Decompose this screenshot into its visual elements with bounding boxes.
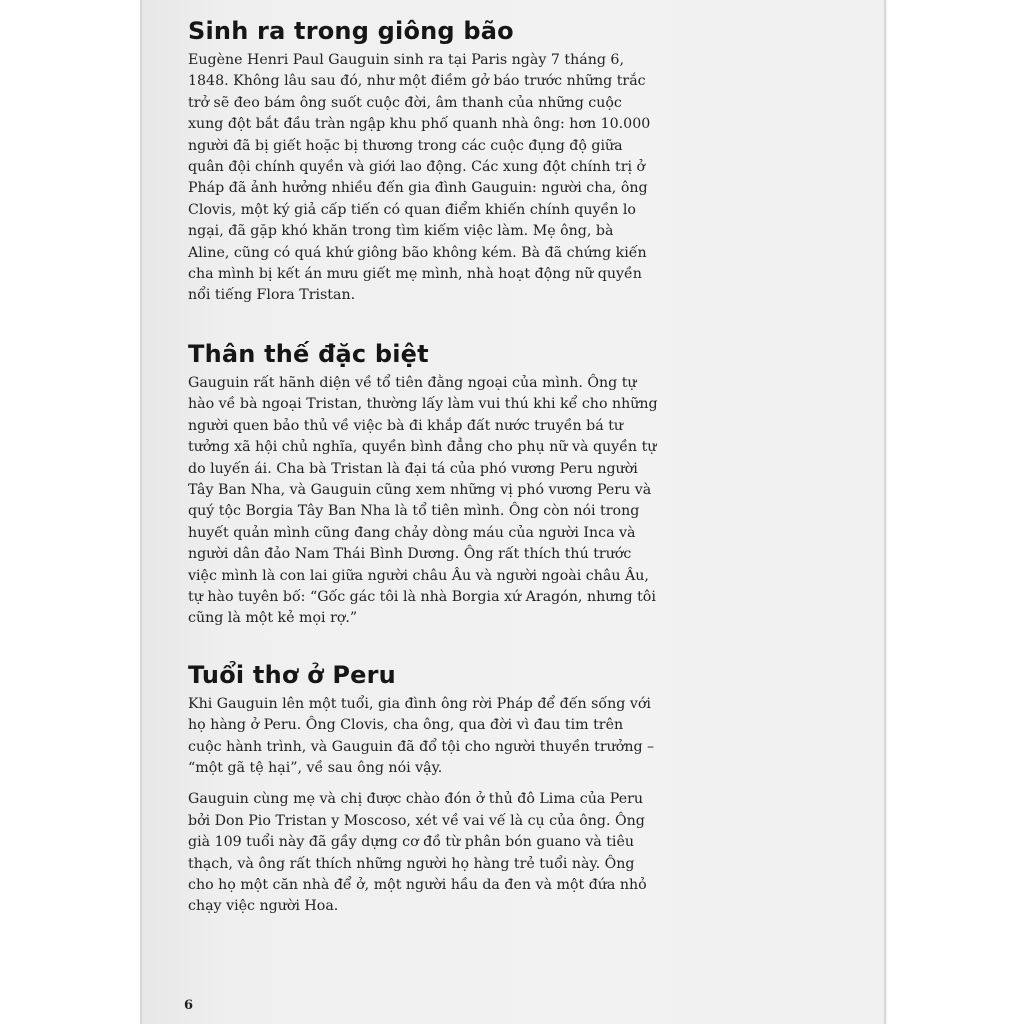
section-heading: Thân thế đặc biệt [188,339,429,368]
section-birth [188,16,658,307]
section-paragraph: Gauguin rất hãnh diện về tổ tiên đằng ngoại của mình. Ông tự hào về bà ngoại Tristan, thường lấy làm vui thú khi kể cho những người quen bảo thủ về việc bà đi khắp đất nước truyền bá tư tưởng xã hội chủ nghĩa, quyền bình đẳng cho phụ nữ và quyền tự do luyến ái. Cha bà Tristan là đại tá của phó vương Peru người Tây Ban Nha, và Gauguin cũng xem những vị phó vương Peru và quý tộc Borgia Tây Ban Nha là tổ tiên mình. Ông còn nói trong huyết quản mình cũng đang chảy dòng máu của người Inca và người dân đảo Nam Thái Bình Dương. Ông rất thích thú trước việc mình là con lai giữa người châu Âu và người ngoài châu Âu, tự hào tuyên bố: “Gốc gác tôi là nhà Borgia xứ Aragón, nhưng tôi cũng là một kẻ mọi rợ.” [188,374,658,627]
section-paragraph: Khi Gauguin lên một tuổi, gia đình ông rời Pháp để đến sống với họ hàng ở Peru. Ông Clovis, cha ông, qua đời vì đau tim trên cuộc hành trình, và Gauguin đã đổ tội cho người thuyền trưởng – “một gã tệ hại”, về sau ông nói vậy. [188,695,655,776]
section-heading: Sinh ra trong giông bão [188,17,514,45]
section-heading: Tuổi thơ ở Peru [188,660,396,689]
section-paragraph: Eugène Henri Paul Gauguin sinh ra tại Paris ngày 7 tháng 6, 1848. Không lâu sau đó, như một điềm gở báo trước những trắc trở sẽ đeo bám ông suốt cuộc đời, âm thanh của những cuộc xung đột bắt đầu tràn ngập khu phố quanh nhà ông: hơn 10.000 người đã bị giết hoặc bị thương trong các cuộc đụng độ giữa quân đội chính quyền và giới lao động. Các xung đột chính trị ở Pháp đã ảnh hưởng nhiều đến gia đình Gauguin: người cha, ông Clovis, một ký giả cấp tiến có quan điểm khiến chính quyền lo ngại, đã gặp khó khăn trong tìm kiếm việc làm. Mẹ ông, bà Aline, cũng có quá khứ giông bão không kém. Bà đã chứng kiến cha mình bị kết án mưu giết mẹ mình, nhà hoạt động nữ quyền nổi tiếng Flora Tristan. [188,52,651,304]
page-left-edge [140,0,142,1024]
page-right-edge [884,0,886,1024]
section-ancestry [188,339,658,630]
section-paragraph: Gauguin cùng mẹ và chị được chào đón ở thủ đô Lima của Peru bởi Don Pio Tristan y Moscoso, xét về vai vế là cụ của ông. Ông già 109 tuổi này đã gầy dựng cơ đồ từ phân bón guano và tiêu thạch, và ông rất thích những người họ hàng trẻ tuổi này. Ông cho họ một căn nhà để ở, một người hầu da đen và một đứa nhỏ chạy việc người Hoa. [188,791,647,915]
page-content [188,16,658,928]
section-childhood-peru [188,660,658,918]
page-number: 6 [184,998,194,1013]
